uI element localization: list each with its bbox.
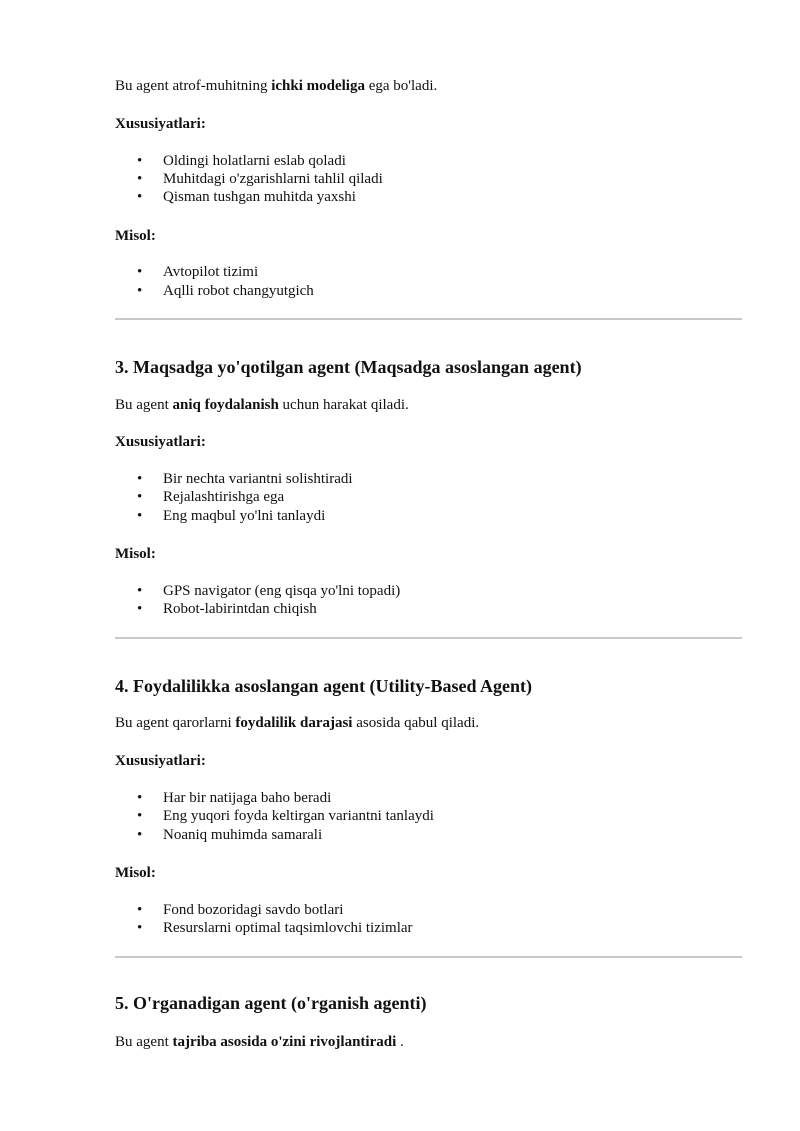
section5-intro: [115, 1033, 404, 1051]
list-item-text: Noaniq muhimda samarali: [163, 827, 323, 843]
list-item: [137, 919, 413, 937]
bullet-icon: •: [137, 808, 143, 824]
list-item: [137, 282, 314, 300]
example-label: Misol:: [115, 546, 156, 562]
list-item-text: Qisman tushgan muhitda yaxshi: [163, 189, 356, 205]
example-label: Misol:: [115, 228, 156, 244]
intro-text: Bu agent qarorlarni: [115, 715, 236, 731]
section4-heading: 4. Foydalilikka asoslangan agent (Utility-Based Agent): [115, 676, 533, 696]
example-label: Misol:: [115, 865, 156, 881]
intro-text-end: ega bo'ladi.: [364, 78, 438, 94]
features-label: Xususiyatlari:: [115, 434, 206, 450]
list-item-text: Avtopilot tizimi: [163, 264, 259, 280]
bullet-icon: •: [137, 283, 143, 299]
list-item: [137, 507, 325, 525]
divider: [115, 637, 742, 639]
features-label: Xususiyatlari:: [115, 753, 206, 769]
list-item-text: Oldingi holatlarni eslab qoladi: [163, 153, 346, 169]
list-item: [137, 488, 284, 506]
list-item: [137, 789, 331, 807]
list-item: [137, 901, 343, 919]
bullet-icon: •: [137, 920, 143, 936]
list-item: [137, 152, 346, 170]
list-item-text: Fond bozoridagi savdo botlari: [163, 902, 344, 918]
list-item: [137, 807, 434, 825]
intro-text-end: uchun harakat qiladi.: [278, 397, 409, 413]
bullet-icon: •: [137, 189, 143, 205]
list-item-text: Robot-labirintdan chiqish: [163, 601, 317, 617]
section4-intro: [115, 714, 479, 732]
intro-bold: ichki modeliga: [271, 78, 365, 94]
bullet-icon: •: [137, 264, 143, 280]
divider: [115, 956, 742, 958]
bullet-icon: •: [137, 583, 143, 599]
list-item: [137, 582, 400, 600]
bullet-icon: •: [137, 489, 143, 505]
section2-intro: [115, 77, 437, 95]
intro-text-end: .: [396, 1034, 404, 1050]
list-item-text: Muhitdagi o'zgarishlarni tahlil qiladi: [163, 171, 383, 187]
list-item: [137, 470, 353, 488]
bullet-icon: •: [137, 471, 143, 487]
intro-text: Bu agent: [115, 1034, 173, 1050]
intro-bold: foydalilik darajasi: [235, 715, 353, 731]
bullet-icon: •: [137, 790, 143, 806]
divider: [115, 318, 742, 320]
list-item: [137, 263, 258, 281]
list-item-text: Bir nechta variantni solishtiradi: [163, 471, 353, 487]
list-item: [137, 826, 322, 844]
list-item-text: Aqlli robot changyutgich: [163, 283, 314, 299]
section3-intro: [115, 396, 409, 414]
list-item-text: GPS navigator (eng qisqa yo'lni topadi): [163, 583, 401, 599]
list-item-text: Eng yuqori foyda keltirgan variantni tanlaydi: [163, 808, 434, 824]
bullet-icon: •: [137, 902, 143, 918]
list-item-text: Eng maqbul yo'lni tanlaydi: [163, 508, 326, 524]
intro-bold: aniq foydalanish: [172, 397, 279, 413]
list-item-text: Resurslarni optimal taqsimlovchi tizimlar: [163, 920, 413, 936]
section3-heading: 3. Maqsadga yo'qotilgan agent (Maqsadga asoslangan agent): [115, 357, 582, 377]
list-item: [137, 188, 356, 206]
bullet-icon: •: [137, 508, 143, 524]
bullet-icon: •: [137, 171, 143, 187]
section5-heading: 5. O'rganadigan agent (o'rganish agenti): [115, 993, 427, 1013]
features-label: Xususiyatlari:: [115, 116, 206, 132]
bullet-icon: •: [137, 601, 143, 617]
list-item-text: Har bir natijaga baho beradi: [163, 790, 332, 806]
bullet-icon: •: [137, 827, 143, 843]
list-item-text: Rejalashtirishga ega: [163, 489, 285, 505]
bullet-icon: •: [137, 153, 143, 169]
intro-text-end: asosida qabul qiladi.: [352, 715, 480, 731]
intro-bold: tajriba asosida o'zini rivojlantiradi: [172, 1034, 397, 1050]
intro-text: Bu agent atrof-muhitning: [115, 78, 272, 94]
intro-text: Bu agent: [115, 397, 173, 413]
list-item: [137, 600, 317, 618]
list-item: [137, 170, 383, 188]
